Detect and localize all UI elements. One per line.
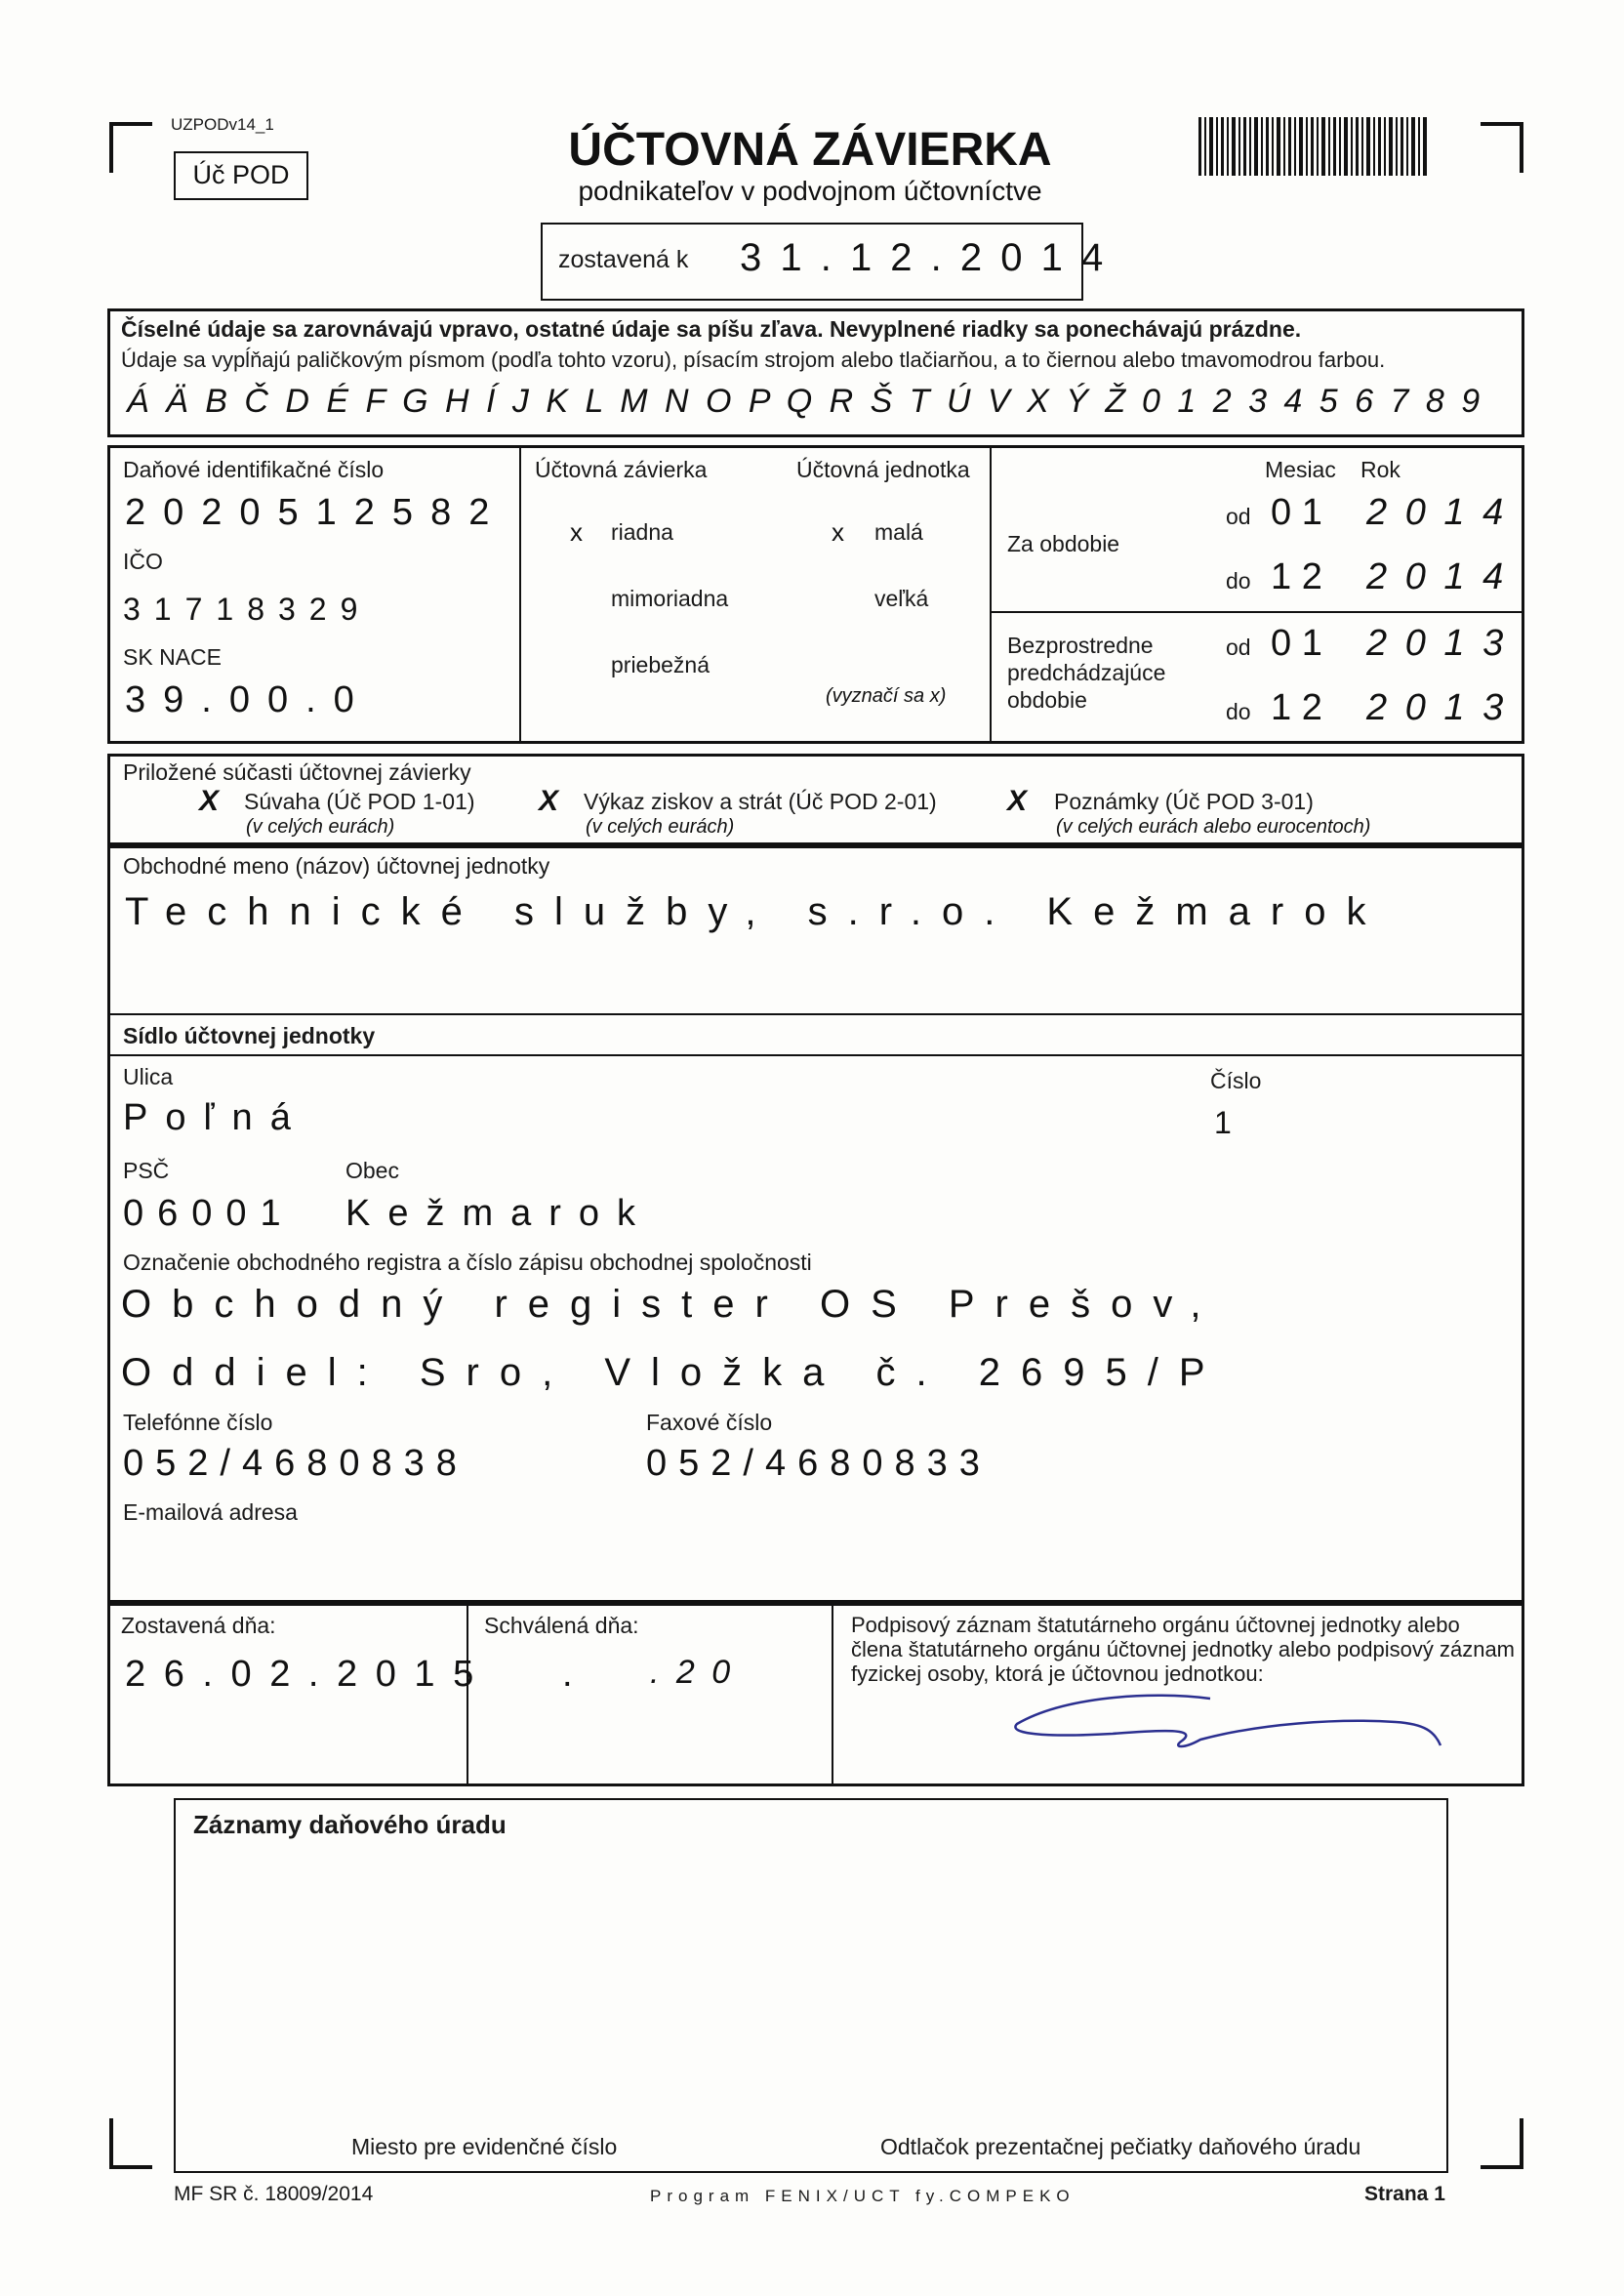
statement-type-riadna: riadna [611,519,673,545]
attachments-header: Priložené súčasti účtovnej závierky [123,759,471,785]
period-previous-from-label: od [1226,635,1251,660]
period-previous-label-3: obdobie [1007,687,1087,713]
entity-size-mark: x [832,517,844,547]
attachment-1-note: (v celých eurách) [246,816,395,838]
instructions-line-2: Údaje sa vypĺňajú paličkovým písmom (podľa tohto vzoru), písacím strojom alebo tlačiarňou, a to čiernou alebo tmavomodrou farbou. [121,348,1386,372]
register-line-2: Oddiel: Sro, Vložka č. 2695/P [121,1351,1226,1394]
divider [832,1603,833,1786]
compiled-date-label: zostavená k [558,246,689,273]
signature-label: Podpisový záznam štatutárneho orgánu účtovnej jednotky alebo člena štatutárneho orgánu účtovnej jednotky alebo podpisový záznam fyzickej osoby, ktorá je účtovnou jednotkou: [851,1613,1516,1686]
period-current-from-month: 0 1 [1271,492,1322,533]
entity-size-mala: malá [874,519,923,545]
corner-mark-bl-h [109,2165,152,2169]
stamp-label: Odtlačok prezentačnej pečiatky daňového úradu [880,2134,1361,2159]
statement-type-mark: x [570,517,583,547]
compiled-date-value: 3 1 . 1 2 . 2 0 1 4 [740,236,1108,279]
entity-size-note: (vyznačí sa x) [826,685,947,707]
street-label: Ulica [123,1064,174,1089]
footer-page: Strana 1 [1364,2183,1445,2205]
period-current-to-label: do [1226,568,1251,594]
period-current-label: Za obdobie [1007,531,1120,556]
period-current-from-year: 2 0 1 4 [1366,492,1508,533]
form-code: UZPODv14_1 [171,115,274,134]
street-value: Poľná [123,1097,308,1138]
period-previous-from-month: 0 1 [1271,623,1322,664]
period-previous-to-label: do [1226,699,1251,724]
city-value: Kežmarok [345,1193,654,1234]
dic-label: Daňové identifikačné číslo [123,457,385,482]
attachment-2-label: Výkaz ziskov a strát (Úč POD 2-01) [584,789,937,814]
divider [990,445,992,744]
ico-value: 31718329 [123,592,372,627]
business-name-value: Technické služby, s.r.o. Kežmarok [125,890,1387,933]
seat-header: Sídlo účtovnej jednotky [123,1023,376,1048]
period-previous-from-year: 2 0 1 3 [1366,623,1508,664]
approved-on-year: . 2 0 [650,1654,735,1691]
tax-office-header: Záznamy daňového úradu [193,1810,507,1839]
period-previous-to-month: 1 2 [1271,687,1322,728]
number-value: 1 [1214,1105,1232,1140]
page-title: ÚČTOVNÁ ZÁVIERKA [568,124,1052,176]
approved-on-label: Schválená dňa: [484,1613,639,1638]
attachment-1-mark: X [199,785,220,817]
signature-drawing [1005,1689,1444,1767]
statement-type-mimoriadna: mimoriadna [611,586,729,611]
period-year-label: Rok [1360,457,1401,482]
number-label: Číslo [1210,1068,1262,1093]
form-badge: Úč POD [174,151,308,200]
corner-mark-tl-h [109,122,152,126]
phone-label: Telefónne číslo [123,1410,273,1435]
corner-mark-tr-h [1481,122,1523,126]
entity-info-box [107,845,1524,1603]
period-current-to-year: 2 0 1 4 [1366,556,1508,597]
compiled-on-value: 2 6 . 0 2 . 2 0 1 5 [125,1654,478,1695]
fax-label: Faxové číslo [646,1410,773,1435]
tax-office-box [174,1798,1448,2173]
attachment-3-note: (v celých eurách alebo eurocentoch) [1056,816,1371,838]
divider [107,1013,1524,1015]
dic-value: 2020512582 [125,492,508,533]
register-label: Označenie obchodného registra a číslo zápisu obchodnej spoločnosti [123,1250,812,1275]
entity-size-velka: veľká [874,586,929,611]
nace-label: SK NACE [123,644,222,670]
fax-value: 052/4680833 [646,1443,992,1484]
page-subtitle: podnikateľov v podvojnom účtovníctve [578,176,1042,206]
business-name-label: Obchodné meno (názov) účtovnej jednotky [123,853,550,879]
statement-type-header: Účtovná závierka [535,457,708,482]
attachment-2-note: (v celých eurách) [586,816,735,838]
divider [107,1054,1524,1056]
attachment-1-label: Súvaha (Úč POD 1-01) [244,789,475,814]
statement-type-priebezna: priebežná [611,652,710,677]
ico-label: IČO [123,549,163,574]
period-previous-label-1: Bezprostredne [1007,633,1154,658]
sample-digits: 0 1 2 3 4 5 6 7 8 9 [1142,383,1484,420]
period-current-to-month: 1 2 [1271,556,1322,597]
attachment-3-mark: X [1007,785,1028,817]
corner-mark-br-h [1481,2165,1523,2169]
psc-value: 06001 [123,1193,295,1234]
period-previous-label-2: predchádzajúce [1007,660,1166,685]
instructions-line-1: Číselné údaje sa zarovnávajú vpravo, ostatné údaje sa píšu zľava. Nevyplnené riadky sa ponechávajú prázdne. [121,316,1302,342]
sample-letters: Á Ä B Č D É F G H Í J K L M N O P Q R Š T Ú V X Ý Ž [127,383,1130,420]
footer-program: Program FENIX/UCT fy.COMPEKO [650,2187,1076,2205]
corner-mark-tr [1520,122,1523,173]
register-line-1: Obchodný register OS Prešov, [121,1283,1222,1326]
compiled-on-label: Zostavená dňa: [121,1613,276,1638]
evidence-number-label: Miesto pre evidenčné číslo [351,2134,618,2159]
email-label: E-mailová adresa [123,1499,298,1525]
corner-mark-br [1520,2118,1523,2169]
period-month-label: Mesiac [1265,457,1336,482]
attachment-3-label: Poznámky (Úč POD 3-01) [1054,789,1314,814]
period-previous-to-year: 2 0 1 3 [1366,687,1508,728]
divider [519,445,521,744]
corner-mark-tl [109,122,113,173]
divider [990,611,1524,613]
attachment-2-mark: X [539,785,559,817]
barcode [1198,117,1429,176]
corner-mark-bl [109,2118,113,2169]
period-current-from-label: od [1226,504,1251,529]
approved-on-dot: . [562,1654,573,1695]
entity-size-header: Účtovná jednotka [796,457,970,482]
phone-value: 052/4680838 [123,1443,468,1484]
footer-ministry: MF SR č. 18009/2014 [174,2183,374,2205]
nace-value: 39.00.0 [125,679,372,720]
psc-label: PSČ [123,1158,170,1183]
city-label: Obec [345,1158,399,1183]
